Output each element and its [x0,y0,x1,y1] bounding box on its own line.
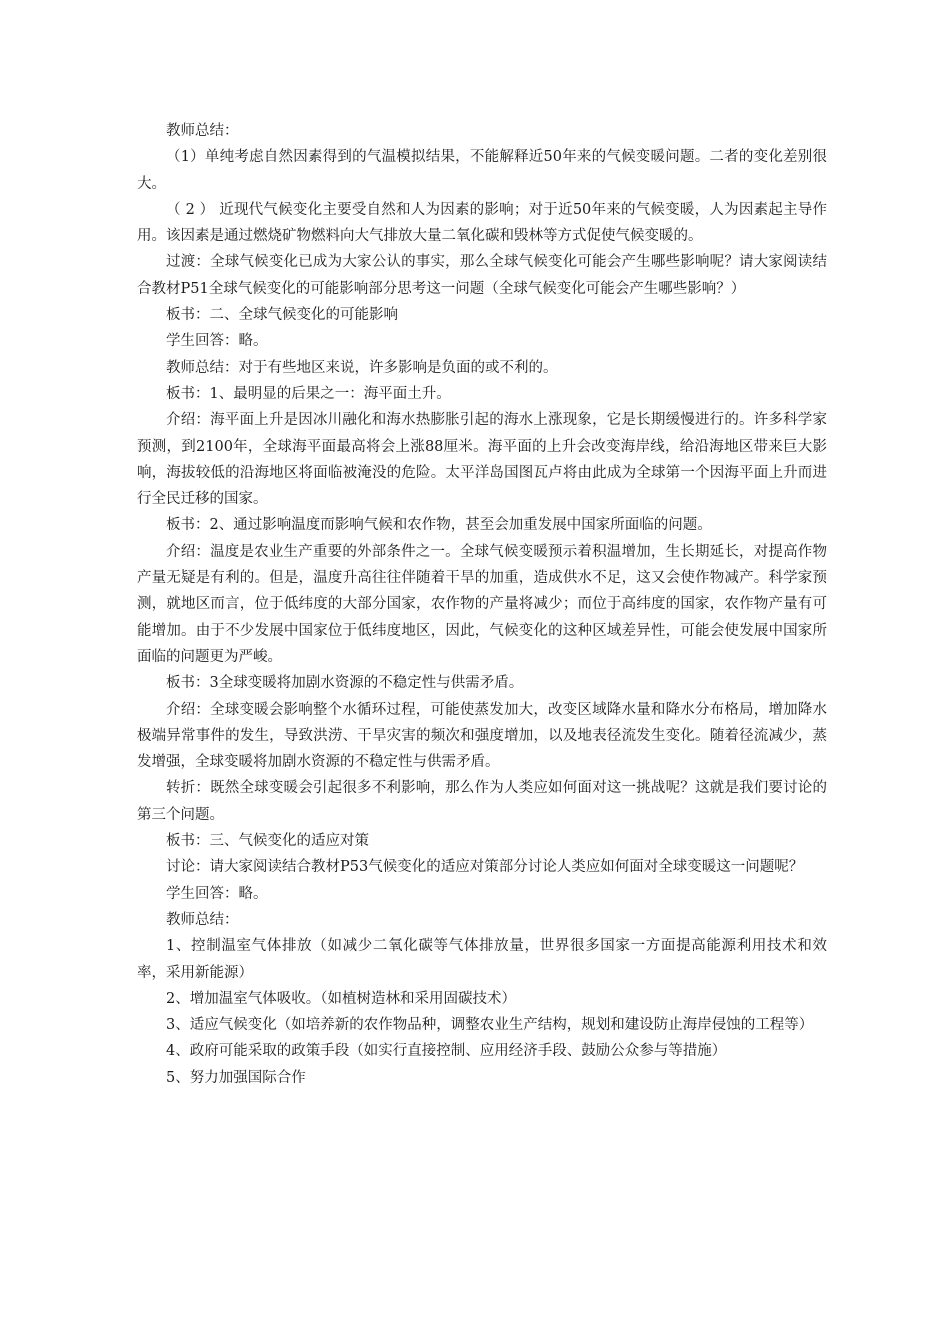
paragraph: 转折：既然全球变暖会引起很多不利影响，那么作为人类应如何面对这一挑战呢？这就是我们要讨论的第三个问题。 [137,780,827,823]
paragraph: 学生回答：略。 [166,885,268,902]
paragraph: 教师总结： [166,911,239,928]
paragraph: 板书：3全球变暖将加剧水资源的不稳定性与供需矛盾。 [166,675,524,692]
paragraph: （ 2 ） 近现代气候变化主要受自然和人为因素的影响；对于近50年来的气候变暖，人为因素起主导作用。该因素是通过燃烧矿物燃料向大气排放大量二氧化碳和毁林等方式促使气候变暖的。 [137,201,827,245]
paragraph: 板书：二、全球气候变化的可能影响 [166,307,398,324]
paragraph: 介绍：海平面上升是因冰川融化和海水热膨胀引起的海水上涨现象，它是长期缓慢进行的。许多科学家预测，到2100年，全球海平面最高将会上涨88厘米。海平面的上升会改变海岸线，给沿海地区带来巨大影响，海拔较低的沿海地区将面临被淹没的危险。太平洋岛国图瓦卢将由此成为全球第一个因海平面上升而进行全民迁移的国家。 [137,412,827,508]
paragraph: 1、控制温室气体排放（如减少二氧化碳等气体排放量，世界很多国家一方面提高能源利用技术和效率，采用新能源） [137,938,827,981]
paragraph: 5、努力加强国际合作 [166,1069,306,1086]
document-body [137,118,827,1091]
paragraph: 3、适应气候变化（如培养新的农作物品种，调整农业生产结构，规划和建设防止海岸侵蚀的工程等） [166,1017,814,1034]
paragraph: 板书：三、气候变化的适应对策 [166,833,369,850]
paragraph: 介绍：全球变暖会影响整个水循环过程，可能使蒸发加大，改变区域降水量和降水分布格局，增加降水极端异常事件的发生，导致洪涝、干旱灾害的频次和强度增加，以及地表径流发生变化。随着径流减少，蒸发增强，全球变暖将加剧水资源的不稳定性与供需矛盾。 [137,701,827,771]
paragraph: 学生回答：略。 [166,333,268,350]
paragraph: （1）单纯考虑自然因素得到的气温模拟结果，不能解释近50年来的气候变暖问题。二者的变化差别很大。 [137,149,827,192]
paragraph: 讨论：请大家阅读结合教材P53气候变化的适应对策部分讨论人类应如何面对全球变暖这一问题呢？ [166,859,804,876]
paragraph: 介绍：温度是农业生产重要的外部条件之一。全球气候变暖预示着积温增加，生长期延长，对提高作物产量无疑是有利的。但是，温度升高往往伴随着干旱的加重，造成供水不足，这又会使作物减产。科学家预测，就地区而言，位于低纬度的大部分国家，农作物的产量将减少；而位于高纬度的国家，农作物产量有可能增加。由于不少发展中国家位于低纬度地区，因此，气候变化的这种区域差异性，可能会使发展中国家所面临的问题更为严峻。 [137,543,827,665]
paragraph: 板书：1、最明显的后果之一：海平面土升。 [166,385,451,402]
paragraph: 教师总结： [166,123,239,139]
paragraph: 2、增加温室气体吸收。（如植树造林和采用固碳技术） [166,990,516,1007]
paragraph: 4、政府可能采取的政策手段（如实行直接控制、应用经济手段、鼓励公众参与等措施） [166,1043,727,1060]
paragraph: 板书：2、通过影响温度而影响气候和农作物，甚至会加重发展中国家所面临的问题。 [166,517,712,534]
paragraph: 过渡：全球气候变化已成为大家公认的事实，那么全球气候变化可能会产生哪些影响呢？请大家阅读结合教材P51全球气候变化的可能影响部分思考这一问题（全球气候变化可能会产生哪些影响？） [137,254,827,297]
paragraph: 教师总结：对于有些地区来说，许多影响是负面的或不利的。 [166,359,558,376]
